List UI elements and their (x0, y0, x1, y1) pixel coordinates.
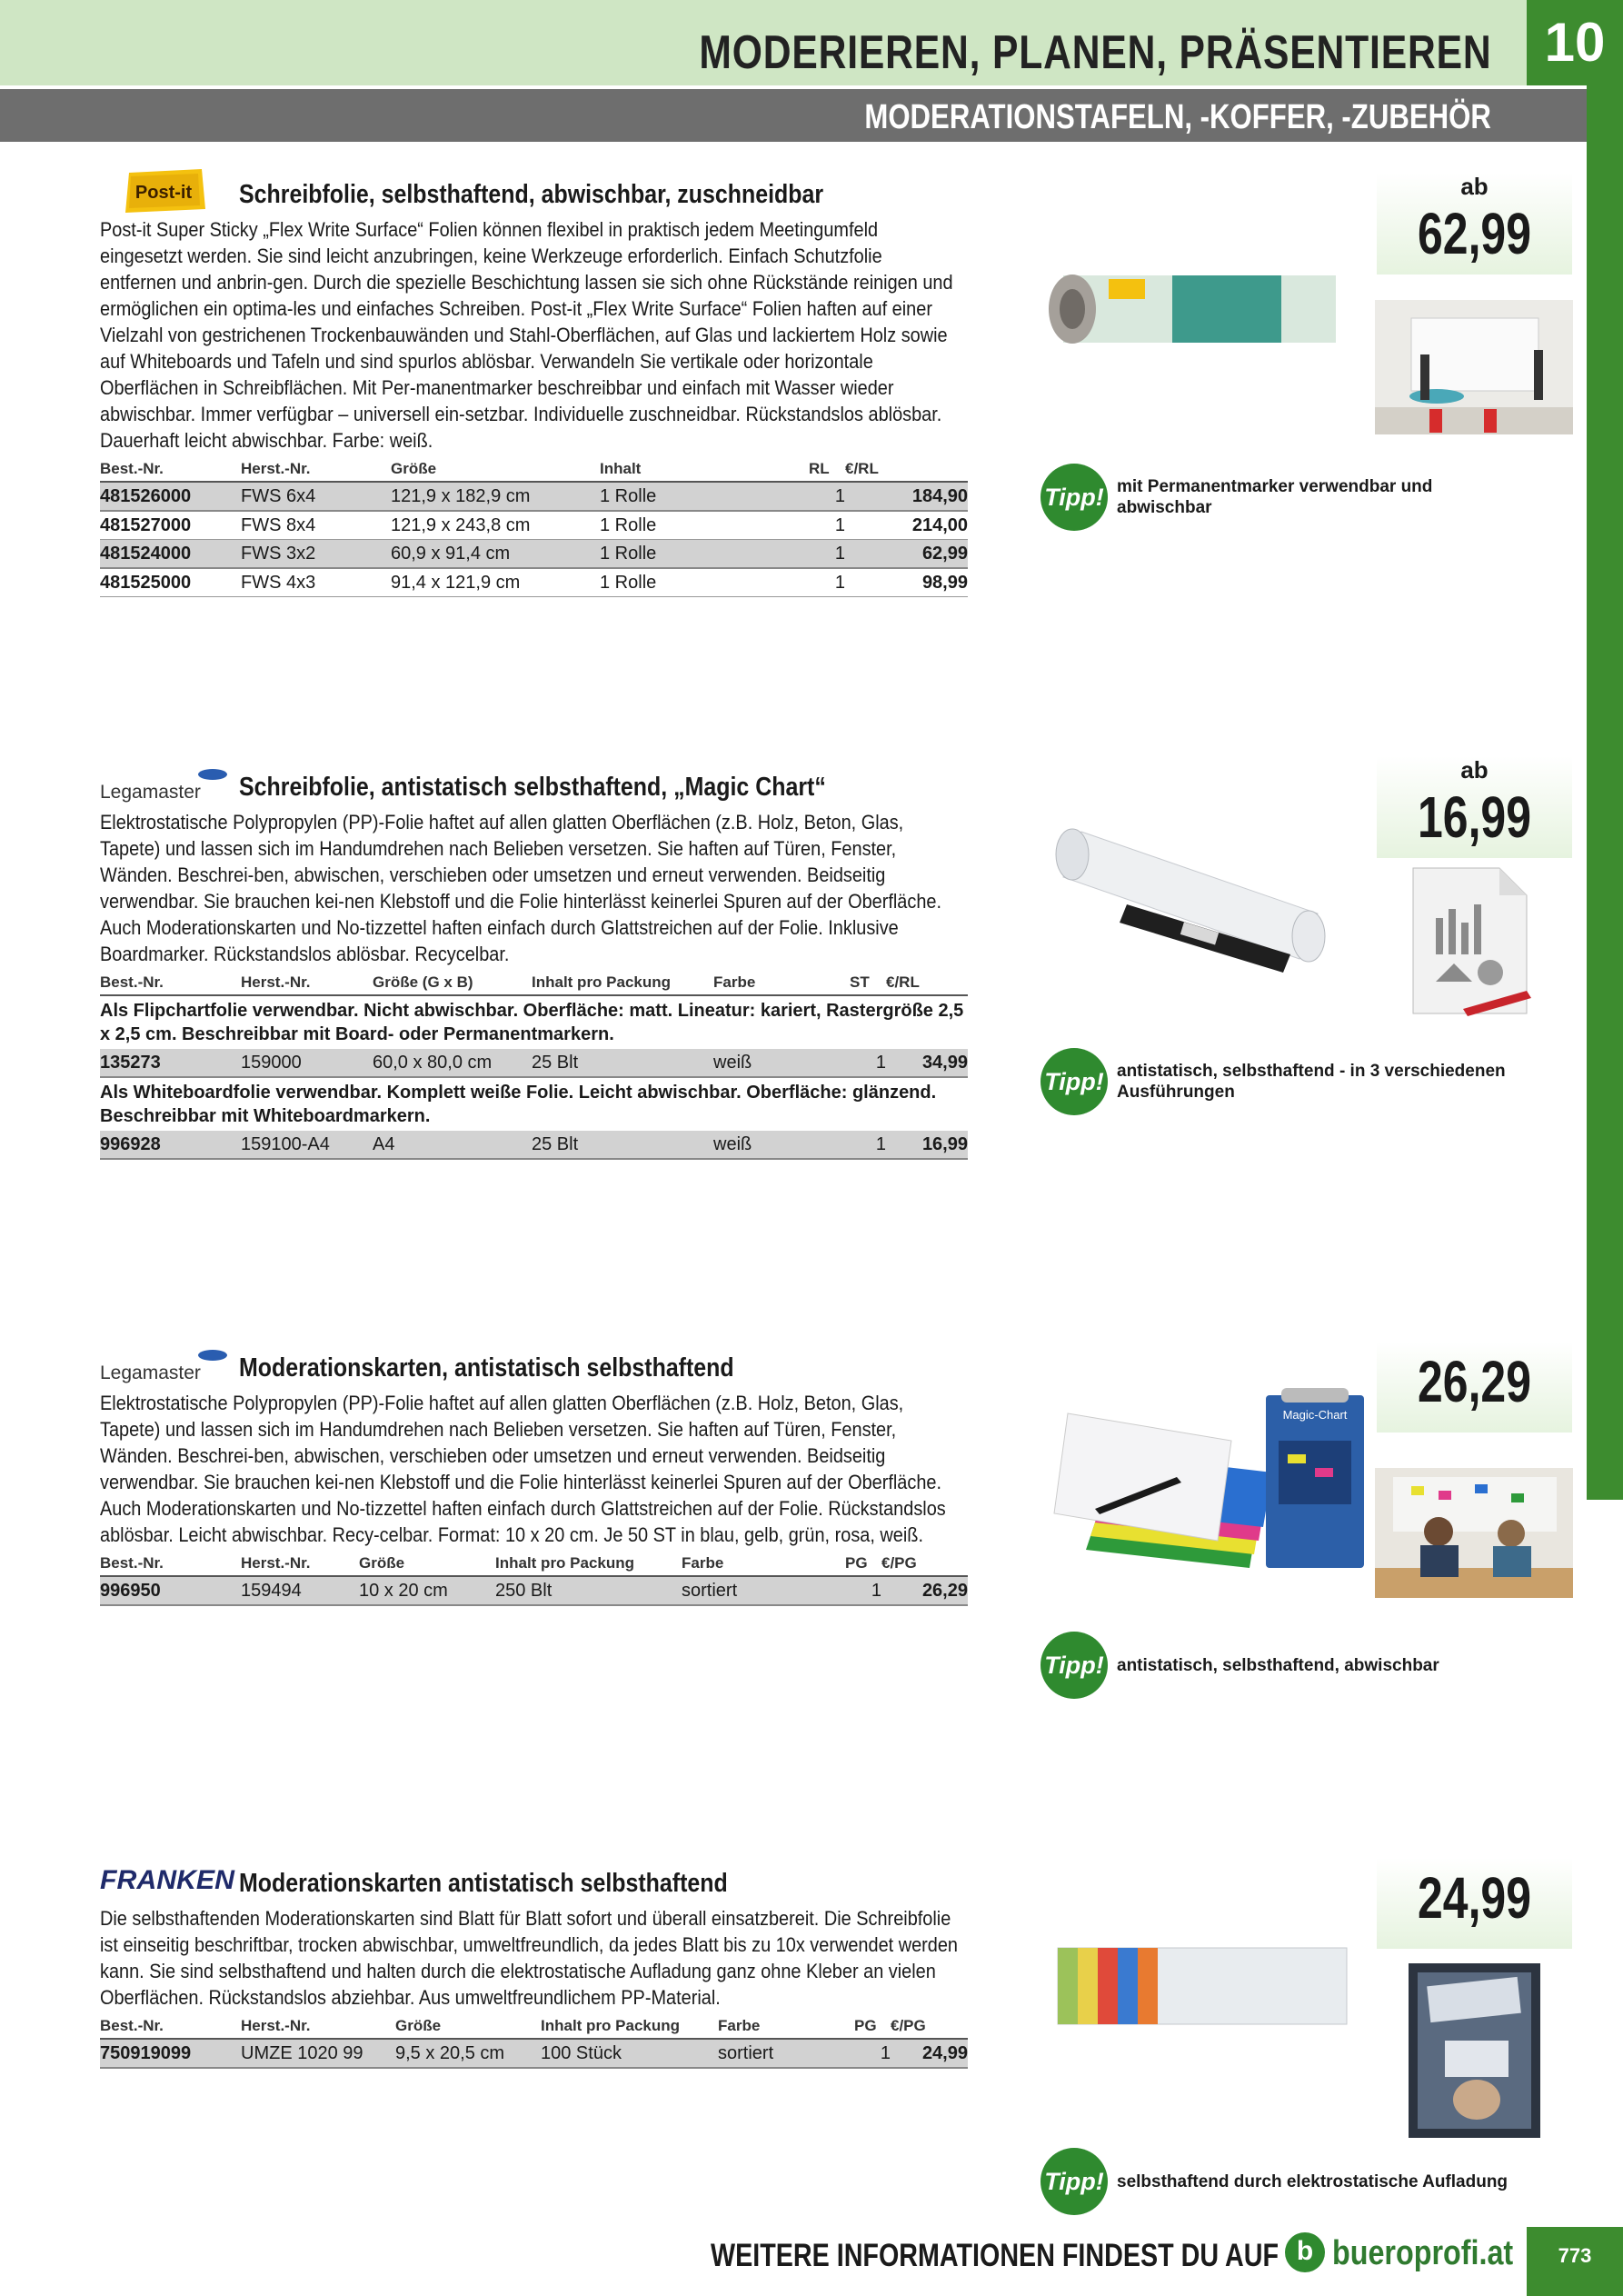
col-pg: PG (854, 2014, 891, 2039)
product-description: Post-it Super Sticky „Flex Write Surface“ Folien können flexibel in praktisch jedem Meetingumfeld eingesetzt werden. Sie sind leicht anzubringen, keine Werkzeuge erforderlich. Einfach Schutzfolie entfernen und anbrin-gen. Durch die spezielle Beschichtung lassen sie sich ohne Rückstände reinigen und ermöglichen ein optima-les und einfaches Schreiben. Post-it „Flex Write Surface“ Folien haften auf einer Vielzahl von gestrichenen Trockenbauwänden und Stahl-Oberflächen, auf Glas und lackiertem Holz sowie auf Whiteboards und Tafeln und sind spurlos ablösbar. Verwandeln Sie vertikale oder horizontale Oberflächen in Schreibflächen. Mit Per-manentmarker beschreibbar und einfach mit Wasser wieder abwischbar. Immer verfügbar – universell ein-setzbar. Individuelle zuschneidbar. Rückstandslos ablösbar. Dauerhaft leicht abwischbar. Farbe: weiß. (100, 218, 953, 452)
col-farbe: Farbe (682, 1552, 845, 1576)
col-price: €/RL (845, 457, 968, 482)
meeting-room-photo (1375, 300, 1573, 434)
col-groesse: Größe (391, 457, 600, 482)
col-groesse: Größe (395, 2014, 541, 2039)
chapter-side-stripe (1587, 85, 1623, 1500)
col-price: €/PG (881, 1552, 968, 1576)
post-it-roll-image (1036, 259, 1372, 359)
col-herst-nr: Herst.-Nr. (241, 1552, 359, 1576)
col-best-nr: Best.-Nr. (100, 457, 241, 482)
tipp-note (1041, 464, 1526, 531)
section-title: MODERATIONSTAFELN, -KOFFER, -ZUBEHÖR (864, 98, 1491, 136)
product-table (100, 2014, 968, 2069)
price-box (1377, 1342, 1572, 1433)
svg-text:FRANKEN: FRANKEN (100, 1865, 236, 1895)
table-row: 481526000 FWS 6x4 121,9 x 182,9 cm 1 Rolle 1 184,90 (100, 482, 968, 511)
product-description: Elektrostatische Polypropylen (PP)-Folie haftet auf allen glatten Oberflächen (z.B. Holz, Beton, Glas, Tapete) und lassen sich im Handumdrehen nach Belieben versetzen. Sie haften auf Türen, Fenster, Wänden. Beschrei-ben, abwischen, verschieben oder umsetzen und erneut verwenden. Beidseitig verwendbar. Sie brauchen kei-nen Klebstoff und die Folie hinterlässt keinerlei Spuren auf der Oberfläche. Auch Moderationskarten und No-tizzettel haften einfach durch Glattstreichen auf der Folie. Inklusive Boardmarker. Rückstandslos ablösbar. Recycelbar. (100, 811, 942, 965)
price-box (1377, 1858, 1572, 1949)
tipp-note (1041, 1048, 1526, 1115)
tipp-text: antistatisch, selbsthaftend - in 3 verschiedenen Ausführungen (1117, 1062, 1506, 1102)
table-row: 481527000 FWS 8x4 121,9 x 243,8 cm 1 Rolle 1 214,00 (100, 511, 968, 540)
col-herst-nr: Herst.-Nr. (241, 971, 373, 995)
page-title: MODERIEREN, PLANEN, PRÄSENTIEREN (698, 26, 1491, 79)
franken-brand-logo (100, 1858, 236, 1903)
post-it-brand-logo (100, 169, 236, 215)
product-title: Moderationskarten antistatisch selbsthaftend (239, 1869, 728, 1898)
tipp-badge: Tipp! (1041, 1048, 1108, 1115)
price-prefix: ab (1460, 756, 1489, 784)
table-row: 481525000 FWS 4x3 91,4 x 121,9 cm 1 Rolle 1 98,99 (100, 568, 968, 597)
tipp-text: selbsthaftend durch elektrostatische Aufladung (1117, 2171, 1508, 2191)
col-inhalt: Inhalt pro Packung (532, 971, 713, 995)
product-moderationskarten-legamaster (100, 1343, 972, 1606)
svg-text:Magic-Chart: Magic-Chart (1282, 1408, 1348, 1422)
col-best-nr: Best.-Nr. (100, 2014, 241, 2039)
product-title: Schreibfolie, selbsthaftend, abwischbar, zuschneidbar (239, 180, 824, 209)
col-groesse: Größe (G x B) (373, 971, 532, 995)
table-note: Als Whiteboardfolie verwendbar. Komplett weiße Folie. Leicht abwischbar. Oberfläche: glänzend. Beschreibbar mit Whiteboardmarkern. (100, 1083, 937, 1126)
team-meeting-photo (1375, 1468, 1573, 1598)
col-best-nr: Best.-Nr. (100, 1552, 241, 1576)
col-pg: PG (845, 1552, 881, 1576)
col-price: €/PG (891, 2014, 968, 2039)
col-rl: RL (809, 457, 845, 482)
table-row: 481524000 FWS 3x2 60,9 x 91,4 cm 1 Rolle 1 62,99 (100, 540, 968, 569)
tipp-text: mit Permanentmarker verwendbar und abwischbar (1117, 477, 1433, 517)
price-box (1377, 756, 1572, 858)
price-value: 26,29 (1418, 1349, 1531, 1414)
chapter-number: 10 (1527, 0, 1623, 85)
product-moderationskarten-franken (100, 1858, 972, 2069)
table-row: 996950 159494 10 x 20 cm 250 Blt sortiert 1 26,29 (100, 1576, 968, 1605)
tipp-note (1041, 2148, 1526, 2215)
franken-cards-image (1054, 1941, 1349, 2031)
product-magic-chart-schreibfolie (100, 762, 972, 1160)
price-value: 24,99 (1418, 1865, 1531, 1931)
product-title: Moderationskarten, antistatisch selbsthaftend (239, 1353, 734, 1383)
col-herst-nr: Herst.-Nr. (241, 2014, 395, 2039)
product-table (100, 457, 968, 597)
table-row: 750919099 UMZE 1020 99 9,5 x 20,5 cm 100 Stück sortiert 1 24,99 (100, 2039, 968, 2068)
svg-text:Post-it: Post-it (134, 183, 193, 203)
table-row: 996928 159100-A4 A4 25 Blt weiß 1 16,99 (100, 1131, 968, 1159)
moderation-cards-image (1050, 1386, 1368, 1577)
col-best-nr: Best.-Nr. (100, 971, 241, 995)
col-herst-nr: Herst.-Nr. (241, 457, 391, 482)
footer-url-link[interactable]: bueroprofi.at (1332, 2234, 1514, 2272)
product-post-it-schreibfolie (100, 169, 972, 597)
table-row: 135273 159000 60,0 x 80,0 cm 25 Blt weiß 1 34,99 (100, 1049, 968, 1077)
col-farbe: Farbe (718, 2014, 854, 2039)
col-inhalt: Inhalt pro Packung (541, 2014, 718, 2039)
product-title: Schreibfolie, antistatisch selbsthaftend, „Magic Chart“ (239, 773, 826, 802)
legamaster-brand-logo (100, 762, 236, 807)
product-description: Elektrostatische Polypropylen (PP)-Folie haftet auf allen glatten Oberflächen (z.B. Holz, Beton, Glas, Tapete) und lassen sich im Handumdrehen nach Belieben versetzen. Sie haften auf Türen, Fenster, Wänden. Beschrei-ben, abwischen, verschieben oder umsetzen und erneut verwenden. Beidseitig verwendbar. Sie brauchen kei-nen Klebstoff und die Folie hinterlässt keinerlei Spuren auf der Oberfläche. Auch Moderationskarten und No-tizzettel haften einfach durch Glattstreichen auf der Folie. Rückstandslos ablösbar. Leicht abwischbar. Recy-celbar. Format: 10 x 20 cm. Je 50 ST in blau, gelb, grün, rosa, weiß. (100, 1392, 946, 1546)
col-inhalt: Inhalt (600, 457, 809, 482)
svg-text:Legamaster: Legamaster (100, 1363, 201, 1383)
tipp-text: antistatisch, selbsthaftend, abwischbar (1117, 1655, 1439, 1675)
magic-chart-roll-image (1045, 795, 1368, 1000)
price-value: 16,99 (1418, 784, 1531, 850)
tipp-note (1041, 1632, 1526, 1699)
col-farbe: Farbe (713, 971, 850, 995)
legamaster-brand-logo (100, 1343, 236, 1388)
product-description: Die selbsthaftenden Moderationskarten sind Blatt für Blatt sofort und überall einsatzbereit. Die Schreibfolie ist einseitig beschriftbar, trocken abwischbar, umweltfreundlich, da jedes Blatt bis zu 10x verwendet werden kann. Sie sind selbsthaftend und halten durch die elektrostatische Aufladung ganz ohne Kleber an vielen Oberflächen. Rückstandslos abziehbar. Aus umweltfreundlichem PP-Material. (100, 1907, 959, 2009)
page-number: 773 (1527, 2227, 1623, 2296)
col-price: €/RL (886, 971, 968, 995)
price-box (1377, 173, 1572, 275)
product-table (100, 1552, 968, 1606)
svg-text:Legamaster: Legamaster (100, 782, 201, 803)
col-st: ST (850, 971, 886, 995)
tipp-badge: Tipp! (1041, 1632, 1108, 1699)
table-note: Als Flipchartfolie verwendbar. Nicht abwischbar. Oberfläche: matt. Lineatur: kariert, Rastergröße 2,5 x 2,5 cm. Beschreibbar mit Board- oder Permanentmarkern. (100, 1001, 964, 1044)
window-usage-photo (1409, 1963, 1540, 2138)
footer-text: WEITERE INFORMATIONEN FINDEST DU AUF (711, 2238, 1279, 2273)
flipchart-sheet-image (1409, 863, 1536, 1018)
product-table (100, 971, 968, 1160)
price-value: 62,99 (1418, 201, 1531, 266)
tipp-badge: Tipp! (1041, 2148, 1108, 2215)
price-prefix: ab (1460, 173, 1489, 200)
tipp-badge: Tipp! (1041, 464, 1108, 531)
col-inhalt: Inhalt pro Packung (495, 1552, 682, 1576)
bueroprofi-logo-icon: b (1285, 2232, 1325, 2272)
col-groesse: Größe (359, 1552, 495, 1576)
